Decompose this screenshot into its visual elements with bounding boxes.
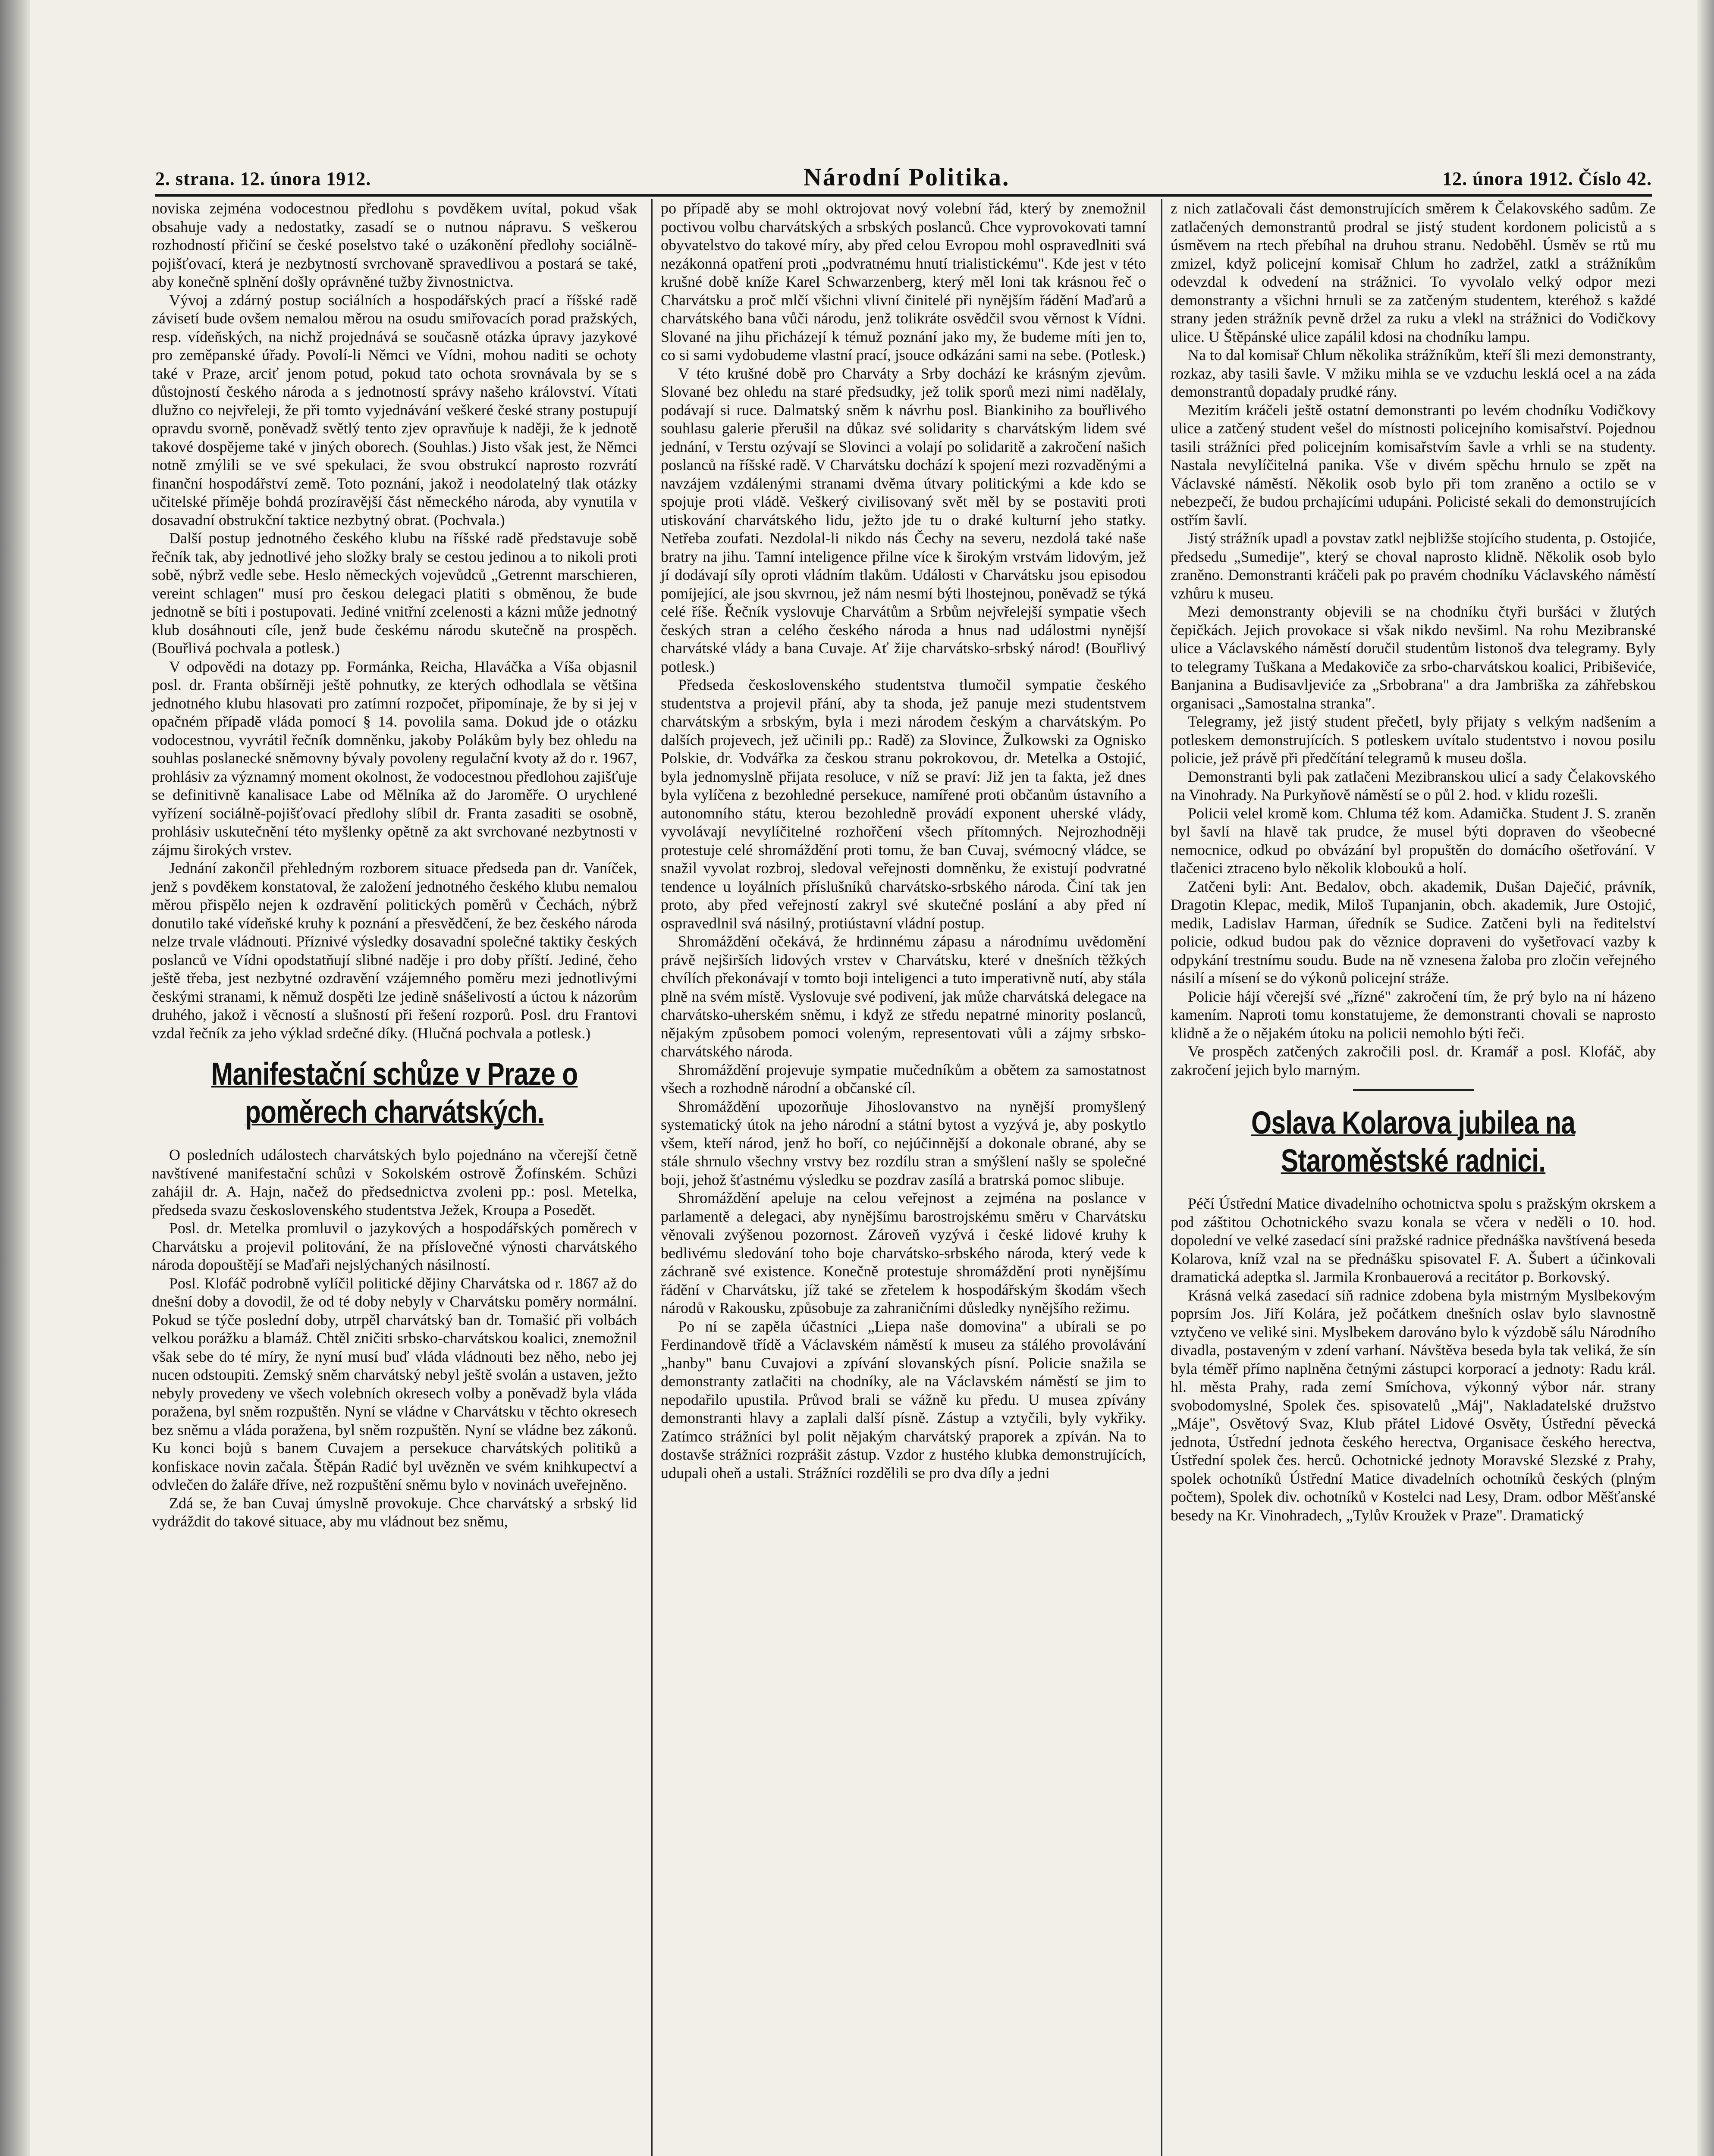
paragraph: Telegramy, jež jistý student přečetl, byly přijaty s velkým nadšením a potleskem demonstrujících. S potleskem uvítalo studentstvo i novou posilu policie, jež právě při předčítání telegramů k museu došla. [1171,713,1656,767]
article-headline: Oslava Kolarova jubilea na Staroměstské radnici. [1251,1105,1575,1178]
column-2 [661,199,1146,1482]
paragraph: Vývoj a zdárný postup sociálních a hospodářských prací a říšské radě závisetí bude ovšem nemalou měrou na osudu smiřovacích porad pražských, resp. vídeňských, na nichž projednává se současně otázka úpravy jazykové pro zeměpanské úřady. Povolí-li Němci ve Vídni, mohou naditi se ochoty také v Praze, arciť jenom potud, pokud tato ochota srovnávala by se s důstojností českého národa a s jednotností správy našeho království. Vítati dlužno co nejvřeleji, že při tomto vyjednávání veškeré české strany postupují opravdu svorně, poněvadž světlý tento zjev opravňuje k naději, že k jednotě takové dospějeme také v jiných oborech. (Souhlas.) Jisto však jest, že Němci notně zmýlili se ve své spekulaci, že svou obstrukcí naprosto rozvrátí finanční hospodářství země. Toto poznání, jakož i neodolatelný tlak otázky učitelské příměje bohdá prozíravější část německého národa, aby vynutila v dosavadní obstrukční taktice nezbytný obrat. (Pochvala.) [152,291,637,529]
paragraph: Na to dal komisař Chlum několika strážníkům, kteří šli mezi demonstranty, rozkaz, aby tasili šavle. V mžiku mihla se ve vzduchu lesklá ocel a na záda demonstrantů dopadaly prudké rány. [1171,346,1656,400]
paragraph: Po ní se zapěla účastníci „Liepa naše domovina" a ubírali se po Ferdinandově třídě a Václavském náměstí k museu za stálého provolávání „hanby" banu Cuvajovi a zpívání slovanských písní. Policie snažila se demonstranty zatlačiti na chodníky, ale na Václavském náměstí se jim to nepodařilo upustila. Průvod brali se vážně ku předu. U musea zpívány demonstranti hlavy a zaplali další písně. Zástup a vztyčili, byly vykřiky. Zatímco strážníci byl polit nějakým charvátský praporek a zpíván. Na to dostavše strážníci rozprášit zástup. Vzdor z hustého klubka demonstrujících, udupali oheň a ustali. Strážníci rozdělili se pro dva díly a jedni [661,1317,1146,1482]
paragraph: V odpovědi na dotazy pp. Formánka, Reicha, Hlaváčka a Víša objasnil posl. dr. Franta obšírněji ještě pohnutky, ze kterých odhodlala se většina jednotného klubu hlasovati pro zatímní rozpočet, připomínaje, že by si jej v opačném případě vláda pomocí § 14. povolila sama. Dokud jde o otázku vodocestnou, vyvrátil řečník domněnku, jakoby Polákům byly bez ohledu na souhlas poslanecké sněmovny bývaly povoleny regulační kvoty až do r. 1967, prohlásiv za významný moment okolnost, že vodocestnou předlohou zajišťuje se definitivně kanalisace Labe od Mělníka až do Jaroměře. O urychlené vyřízení sociálně-pojišťovací předlohy slíbil dr. Franta zasaditi se osobně, prohlásiv uskutečnění této myšlenky opětně za akt svrchované nezbytnosti v zájmu širokých vrstev. [152,658,637,859]
paragraph: po případě aby se mohl oktrojovat nový volební řád, který by znemožnil poctivou volbu charvátských a srbských poslanců. Chce vyprovokovati tamní obyvatelstvo do takové míry, aby před celou Evropou mohl ospravedlniti svá nezákonná opatření proti „podvratnému hnutí trialistickému". Kde jest v této krušné době kníže Karel Schwarzenberg, který měl loni tak krásnou řeč o Charvátsku a proč mlčí všichni vlivní činitelé při nynějším řádění Maďarů a charvátského bana vůči národu, jenž tolikráte osvědčil svou věrnost k Vídni. Slované na jihu přicházejí k témuž poznání jako my, že budeme míti jen to, co si sami vydobudeme vlastní prací, jsouce odkázáni sami na sebe. (Potlesk.) [661,200,1146,364]
paragraph: Shromáždění očekává, že hrdinnému zápasu a národnímu uvědomění právě nejširších lidových vrstev v Charvátsku, které v dnešních těžkých chvílích překonávají v tomto boji inteligenci a tuto imperativně nutí, aby stála plně na svém místě. Vyslovuje své podivení, jak může charvátská delegace na charvátsko-uherském sněmu, i když ze středu nepatrné minority poslanců, nějakým způsobem pomoci voleným, representovati vůli a zájmy srbsko-charvátského národa. [661,933,1146,1060]
paragraph: z nich zatlačovali část demonstrujících směrem k Čelakovského sadům. Ze zatlačených demonstrantů prodral se jistý student kordonem policistů a s úsměvem na rtech přebíhal na druhou stranu. Nedoběhl. Úsměv se rtů mu zmizel, když policejní komisař Chlum ho zadržel, zatkl a strážníkům odevzdal k odvedení na strážnici. To vyvolalo velký odpor mezi demonstranty a všichni hrnuli se za zatčeným studentem, kteréhož s každé strany jeden strážník pevně držel za ruku a vlekl na strážnici do Vodičkovy ulice. U Štěpánské ulice zapálil kdosi na chodníku lampu. [1171,200,1656,345]
paragraph: O posledních událostech charvátských bylo pojednáno na včerejší četně navštívené manifestační schůzi v Sokolském ostrově Žofínském. Schůzi zahájil dr. A. Hajn, načež do předsednictva zvoleni pp.: posl. Metelka, předseda svazu československého studentstva Ježek, Kroupa a Posedět. [152,1146,637,1219]
masthead-issue: 12. února 1912. Číslo 42. [1442,168,1652,189]
scan-edge-left [0,0,30,2156]
section-divider [1353,1089,1474,1091]
scan-edge-right [1697,0,1714,2156]
paragraph: Posl. dr. Metelka promluvil o jazykových a hospodářských poměrech v Charvátsku a projevil politování, že na příslovečné výnosti charvátského národa dopouštějí se Maďaři nejslýchaných násilností. [152,1219,637,1273]
masthead-page-date: 2. strana. 12. února 1912. [155,168,371,189]
paragraph: V této krušné době pro Charváty a Srby dochází ke krásným zjevům. Slované bez ohledu na staré předsudky, jež tolik sporů mezi nimi nadělaly, podávají si ruce. Dalmatský sněm k návrhu posl. Biankiniho za bouřlivého souhlasu galerie přerušil na důkaz své solidarity s charvátským lidem své jednání, v Terstu ozývají se Slovinci a volají po solidaritě a zakročení našich poslanců na říšské radě. V Charvátsku dochází k spojení mezi rozvaděnými a navzájem vzdálenými stranami dvěma útvary politickými a kde kdo se spojuje proti vládě. Veškerý civilisovaný svět měl by se postaviti proti utiskování charvátského lidu, ježto jde tu o draké kulturní jeho statky. Netřeba zoufati. Nezdolal-li nikdo nás Čechy na severu, nezdolá také naše bratry na jihu. Tamní inteligence přilne více k širokým vrstvám lidovým, jež jí dodávají síly oproti vládním tlakům. Události v Charvátsku jsou episodou pomíjející, ale jsou skvrnou, jež nám nesmí býti lhostejnou, poněvadž se týká celé říše. Řečník vyslovuje Charvátům a Srbům nejvřelejší sympatie všech českých stran a celého českého národa a hnus nad událostmi nynější charvátské vlády a bana Cuvaje. Ať žije charvátsko-srbský národ! (Bouřlivý potlesk.) [661,364,1146,675]
paragraph: Demonstranti byli pak zatlačeni Mezibranskou ulicí a sady Čelakovského na Vinohrady. Na Purkyňově náměstí se o půl 2. hod. v klidu rozešli. [1171,768,1656,803]
paragraph: Mezi demonstranty objevili se na chodníku čtyři buršáci v žlutých čepičkách. Jejich provokace si však nikdo nevšiml. Na rohu Mezibranské ulice a Václavského náměstí doručil studentům listonoš dva telegramy. Byly to telegramy Tuškana a Medakoviče za srbo-charvátskou koalici, Pribiševiće, Banjanina a Budisavljeviće za „Srbobrana" a dra Jambriška za záhřebskou organisaci „Samostalna stranka". [1171,603,1656,712]
paragraph: Zdá se, že ban Cuvaj úmyslně provokuje. Chce charvátský a srbský lid vydráždit do takové situace, aby mu vládnout bez sněmu, [152,1494,637,1530]
column-3 [1171,199,1656,1524]
paragraph: Další postup jednotného českého klubu na říšské radě představuje sobě řečník tak, aby jednotlivé jeho složky braly se cestou jedinou a to nikoli proti sobě, nýbrž vedle sebe. Heslo německých vojevůdců „Getrennt marschieren, vereint schlagen" musí pro českou delegaci platiti s obměnou, že bude jednotně se bíti i postupovati. Jediné vnitřní zcelenosti a kázni může jednotný klub dosáhnouti cíle, jenž bude českému národu skutečně na prospěch. (Bouřlivá pochvala a potlesk.) [152,530,637,657]
paragraph: Shromáždění upozorňuje Jihoslovanstvo na nynější promyšlený systematický útok na jeho národní a státní bytost a vyzývá je, aby poskytlo všem, kteří národ, jenž ho boří, co nejúčinnější a dokonale obrané, aby se stále shrnulo všechny vrstvy bez rozdílu stran a smýšlení našly se společné boji, jehož šťastnému výsledku se pozdrav zasílá a bratrská pomoc slibuje. [661,1097,1146,1188]
article-headline: Manifestační schůze v Praze o poměrech charvátských. [211,1056,578,1130]
paragraph: Policii velel kromě kom. Chluma též kom. Adamička. Student J. S. zraněn byl šavlí na hlavě tak prudce, že musel býti dopraven do všeobecné nemocnice, odkud po obvázání byl propuštěn do domácího ošetřování. V tlačenici ztraceno bylo několik klobouků a holí. [1171,804,1656,877]
column-divider-1 [651,199,653,2156]
paragraph: Krásná velká zasedací síň radnice zdobena byla mistrným Myslbekovým poprsím Jos. Jiří Kolára, jež počátkem dnešních oslav bylo slavnostně vztyčeno ve veliké sini. Myslbekem darováno bylo k výzdobě sálu Národního divadla, postaveným v zdení varhaní. Návštěva beseda byla tak veliká, že sín byla téměř přímo naplněna četnými zástupci korporací a jednoty: Radu král. hl. města Prahy, rada zemí Smíchova, výkonný výbor nár. strany svobodomyslné, Spolek čes. spisovatelů „Máj", Nakladatelské družstvo „Máje", Osvětový Svaz, Klub přátel Lidové Osvěty, Ústřední pěvecká jednota, Ústřední jednota českého herectva, Organisace českého herectva, Ústřední spolek čes. herců. Ochotnické jednoty Moravské Slezské z Prahy, spolek ochotníků Ústřední Matice divadelních ochotníků českých (plným počtem), Spolek div. ochotníků v Kostelci nad Lesy, Dram. odbor Měšťanské besedy na Kr. Vinohradech, „Tylův Kroužek v Praze". Dramatický [1171,1286,1656,1524]
column-divider-2 [1161,199,1162,2156]
masthead-title: Národní Politika. [803,163,1010,191]
paragraph: Policie hájí včerejší své „řízné" zakročení tím, že prý bylo na ní házeno kamením. Naproti tomu konstatujeme, že demonstranti chovali se naprosto klidně a že o nějakém útoku na policii nemohlo býti řeči. [1171,987,1656,1042]
page-masthead [155,153,1652,197]
paragraph: Shromáždění projevuje sympatie mučedníkům a obětem za samostatnost všech a rozhodně národní a občanské cíl. [661,1061,1146,1097]
paragraph: Posl. Klofáč podrobně vylíčil politické dějiny Charvátska od r. 1867 až do dnešní doby a dovodil, že od té doby nebyly v Charvátsku poměry normální. Pokud se týče poslední doby, utrpěl charvátský ban dr. Tomašić při volbách velkou porážku a blamáž. Chtěl zničiti srbsko-charvátskou koalici, znemožnil však sebe do té míry, že nyní musí buď vláda vládnouti bez něho, nebo jej nucen odstoupiti. Zemský sněm charvátský nebyl ještě svolán a ustaven, ježto nebyly provedeny ve všech volebních okresech volby a poněvadž byla vláda poražena, byl sněm rozpuštěn. Nyní se vládne v Charvátsku v těchto okresech bez sněmu a vláda poražena, byl sněm rozpuštěn. Nyní se vládne bez zákonů. Ku konci bojů s banem Cuvajem a persekuce charvátských politiků a konfiskace novin začala. Štěpán Radić byl uvězněn ve svém knihkupectví a odvlečen do žaláře dříve, než rozpuštění sněmu bylo v novinách uveřejněno. [152,1274,637,1493]
paragraph: Mezitím kráčeli ještě ostatní demonstranti po levém chodníku Vodičkovy ulice a zatčený student vešel do místnosti policejního komisařství. Pojednou tasili strážníci před policejním komisařstvím šavle a vrhli se na studenty. Nastala nevylíčitelná panika. Vše v divém spěchu hrnulo se zpět na Václavské náměstí. Několik osob bylo při tom zraněno a octilo se v nebezpečí, že budou prchajícími udupáni. Policisté sekali do demonstrujících ostřím šavlí. [1171,401,1656,529]
paragraph: Shromáždění apeluje na celou veřejnost a zejména na poslance v parlamentě a delegaci, aby nynějšímu barostrojskému směru v Charvátsku věnovali zvýšenou pozornost. Zároveň vyzývá i české lidové kruhy k bedlivému sledování toho boje charvátsko-srbského národa, který vede k záchraně své existence. Konečně protestuje shromáždění proti nynějšímu řádění v Charvátsku, jíž také se zřetelem k hospodářským škodám všech národů v Rakousku, způsobuje za zahraničními důsledky nynějšího režimu. [661,1189,1146,1316]
paragraph: noviska zejména vodocestnou předlohu s povděkem uvítal, pokud však obsahuje vady a nedostatky, zasadí se o nutnou nápravu. S veškerou rozhodností přičiní se české poselstvo také o uzákonění předlohy sociálně-pojišťovací, která je nezbytností svrchovaně spravedlivou a postará se také, aby konečně splnění došly oprávněné tužby živnostnictva. [152,200,637,290]
paragraph: Jistý strážník upadl a povstav zatkl nejbližše stojícího studenta, p. Ostojiće, předsedu „Sumedije", který se choval naprosto klidně. Několik osob bylo zraněno. Demonstranti kráčeli pak po pravém chodníku Václavského náměstí vzhůru k museu. [1171,530,1656,602]
column-1 [152,199,637,1531]
paragraph: Předseda československého studentstva tlumočil sympatie českého studentstva a projevil přání, aby ta shoda, jež panuje mezi studentstvem charvátským a srbským, byla i mezi národem českým a charvátským. Po dalších projevech, jež učinili pp.: Radě) za Slovince, Žulkowski za Ognisko Polskie, dr. Vodvářka za českou stranu pokrokovou, dr. Metelka a Ostojić, byla jednomyslně přijata resoluce, v níž se praví: Již jen ta fakta, jež dnes byla vylíčena z bezohledné persekuce, namířené proti občanům ústavního a autonomního státu, kterou bezohledně provádí exponent uherské vlády, vyvolávají nevylíčitelné rozhořčení všech přítomných. Nejrozhodněji protestuje celé shromáždění proti tomu, že ban Cuvaj, svémocný vládce, se snažil vyvolat rozbroj, sledoval veřejnosti domněnku, že existují podvratné tendence u loyálních příslušníků charvátsko-srbského národa. Činí tak jen proto, aby před veřejností zakryl své skutečné poslání a aby před ní ospravedlnil svá násilný, protiústavní vládní postup. [661,676,1146,932]
paragraph: Jednání zakončil přehledným rozborem situace předseda pan dr. Vaníček, jenž s povděkem konstatoval, že založení jednotného českého klubu nemalou měrou přispělo nejen k ozdravění politických poměrů v Čechách, nýbrž donutilo také vídeňské kruhy k poznání a přesvědčení, že bez českého národa nelze trvale vládnouti. Příznivé výsledky dosavadní společné taktiky českých poslanců ve Vídni opodstatňují slibné naděje i pro doby příští. Jediné, čeho ještě třeba, jest nezbytné ozdravění vzájemného poměru mezi jednotlivými českými stranami, k němuž dospěti lze jedině snášelivostí a úctou k názorům druhého, jakož i věcností a slušností při řešení rozporů. Posl. dru Frantovi vzdal řečník za jeho výklad srdečné díky. (Hlučná pochvala a potlesk.) [152,859,637,1042]
paragraph: Zatčeni byli: Ant. Bedalov, obch. akademik, Dušan Daječić, právník, Dragotin Klepac, medik, Miloš Tupanjanin, obch. akademik, Jure Ostojić, medik, Ladislav Harman, úředník se Sudice. Zatčeni byli na ředitelství policie, odkud budou pak do věznice dopraveni do vyšetřovací vazby k odpykání trestnímu soudu. Bude na ně vznesena žaloba pro zločin veřejného násilí a mísení se do výkonů policejní stráže. [1171,877,1656,987]
paragraph: Ve prospěch zatčených zakročili posl. dr. Kramář a posl. Klofáč, aby zakročení jejich bylo marným. [1171,1043,1656,1078]
paragraph: Péčí Ústřední Matice divadelního ochotnictva spolu s pražským okrskem a pod záštitou Ochotnického svazu konala se včera v neděli o 10. hod. dopolední ve velké zasedací síni pražské radnice přednáška navštívená beseda Kolarova, kníž vzal na se přednášku spisovatel F. A. Šubert a účinkovali dramatická adeptka sl. Jarmila Kronbauerová a recitátor p. Borkovský. [1171,1195,1656,1285]
